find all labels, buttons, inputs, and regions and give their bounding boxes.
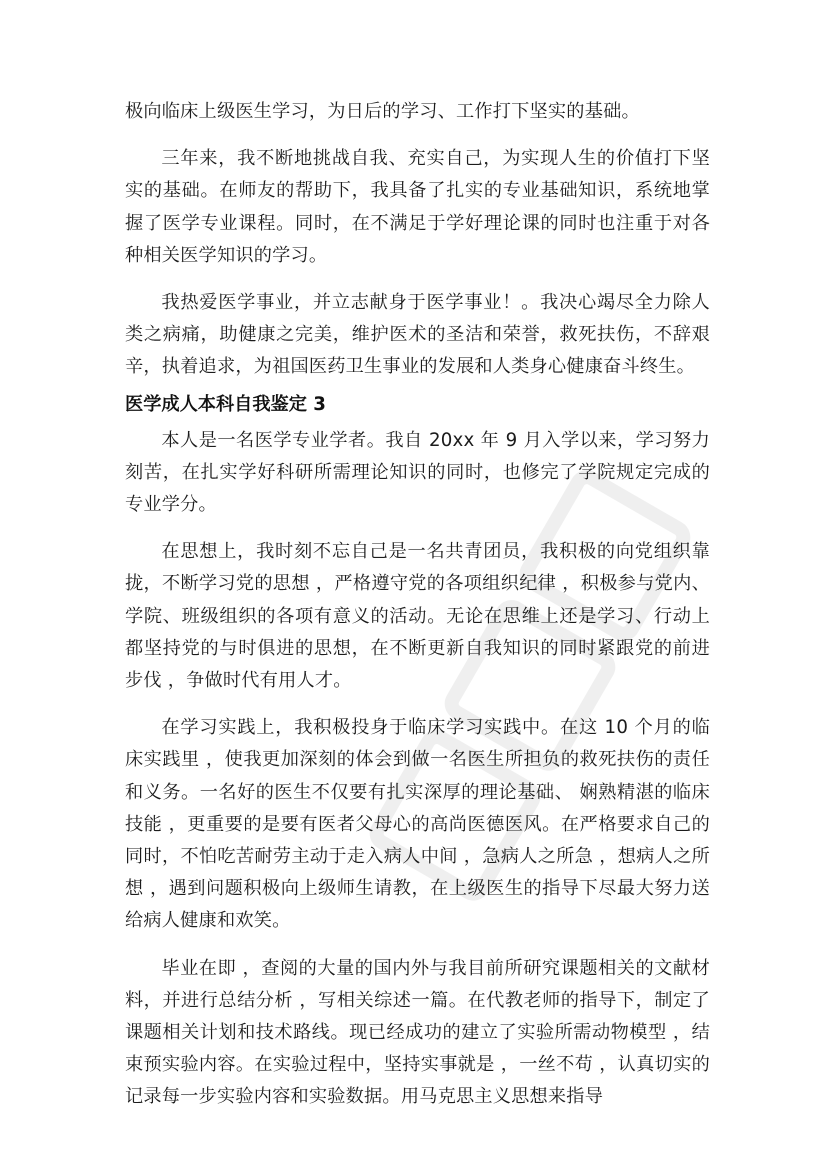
- paragraph-6: 在学习实践上，我积极投身于临床学习实践中。在这 10 个月的临床实践里 ，使我更加深刻的体会到做一名医生所担负的救死扶伤的责任和义务。一名好的医生不仅要有扎实深厚的理论基础、 娴熟精湛的临床技能 ，更重要的是要有医者父母心的高尚医德医风。在严格要求自己的同时，不怕吃苦耐劳主动于走入病人中间 ，急病人之所急 ，想病人之所想 ，遇到问题积极向上级师生请教，在上级医生的指导下尽最大努力送给病人健康和欢笑。: [125, 717, 710, 932]
- paragraph-4: 本人是一名医学专业学者。我自 20xx 年 9 月入学以来，学习努力刻苦，在扎实学好科研所需理论知识的同时，也修完了学院规定完成的专业学分。: [125, 429, 710, 516]
- paragraph-2: 三年来，我不断地挑战自我、充实自己，为实现人生的价值打下坚实的基础。在师友的帮助下，我具备了扎实的专业基础知识，系统地掌握了医学专业课程。同时，在不满足于学好理论课的同时也注重于对各种相关医学知识的学习。: [125, 148, 710, 266]
- document-page: [125, 88, 710, 1129]
- paragraph-3: 我热爱医学事业，并立志献身于医学事业！。我决心竭尽全力除人类之病痛，助健康之完美，维护医术的圣洁和荣誉，救死扶伤，不辞艰辛，执着追求，为祖国医药卫生事业的发展和人类身心健康奋斗终生。: [125, 292, 710, 378]
- paragraph-7: 毕业在即 ，查阅的大量的国内外与我目前所研究课题相关的文献材料，并进行总结分析 ，写相关综述一篇。在代教老师的指导下，制定了课题相关计划和技术路线。现已经成功的建立了实验所需动物模型 ，结束预实验内容。在实验过程中，坚持实事就是 ，一丝不苟 ，认真切实的记录每一步实验内容和实验数据。用马克思主义思想来指导: [125, 957, 710, 1108]
- section-heading: 医学成人本科自我鉴定 3: [125, 393, 326, 415]
- paragraph-5: 在思想上，我时刻不忘自己是一名共青团员，我积极的向党组织靠拢，不断学习党的思想 ，严格遵守党的各项组织纪律 ，积极参与党内、学院、班级组织的各项有意义的活动。无论在思维上还是学习、行动上都坚持党的与时俱进的思想，在不断更新自我知识的同时紧跟党的前进步伐 ，争做时代有用人才。: [125, 541, 710, 692]
- paragraph-1: 极向临床上级医生学习，为日后的学习、工作打下坚实的基础。: [125, 101, 640, 122]
